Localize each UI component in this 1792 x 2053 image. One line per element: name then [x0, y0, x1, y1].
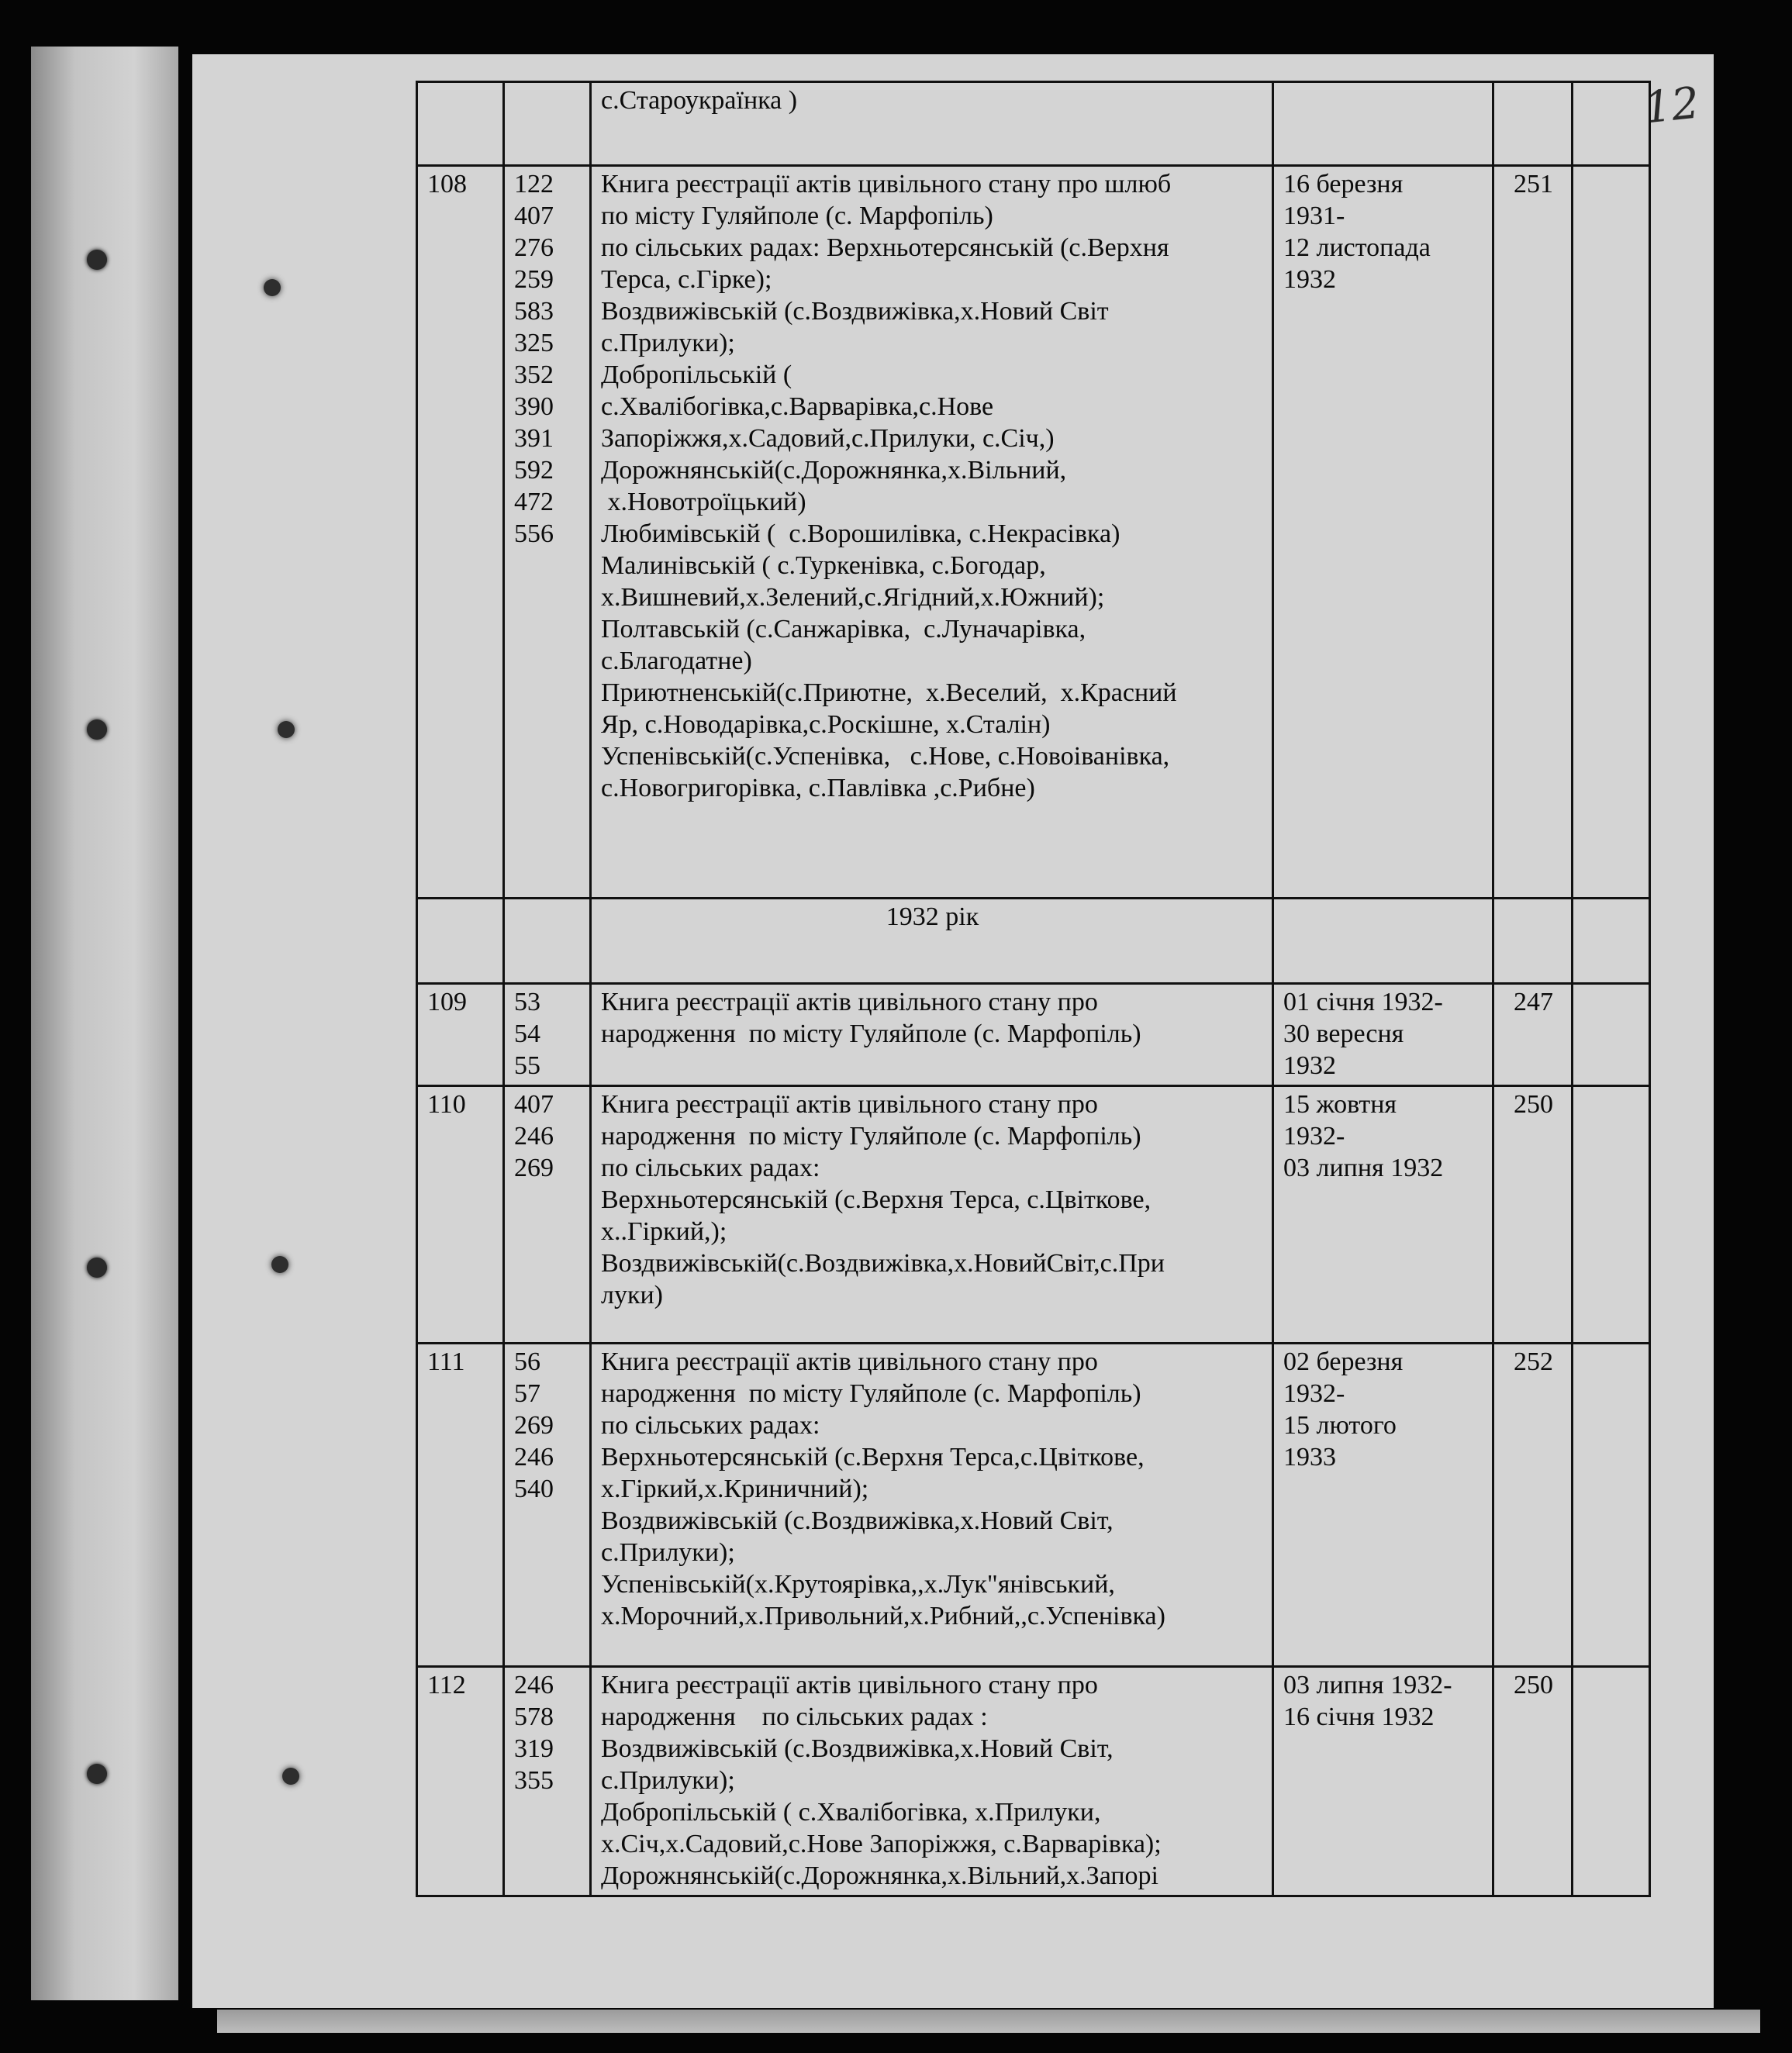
fonds-numbers: [504, 82, 591, 166]
notes-cell: [1573, 1344, 1650, 1667]
register-table: [416, 81, 1651, 1897]
entry-number: 110: [417, 1086, 504, 1344]
entry-title: Книга реєстрації актів цивільного стану про шлюб по місту Гуляйполе (с. Марфопіль) по сільських радах: Верхньотерсянській (с.Верхня Терса, с.Гірке); Воздвижівській (с.Воздвижівка,х.Новий Світ с.Прилуки); Добропільській ( с.Хвалібогівка,с.Варварівка,с.Нове Запоріжжя,х.Садовий,с.Прилуки, с.Січ,) Дорожнянській(с.Дорожнянка,х.Вільний, х.Новотроїцький) Любимівській ( с.Ворошилівка, с.Некрасівка) Малинівській ( с.Туркенівка, с.Богодар, х.Вишневий,х.Зелений,с.Ягідний,х.Южний); Полтавській (с.Санжарівка, с.Луначарівка, с.Благодатне) Приютненській(с.Приютне, х.Веселий, х.Красний Яр, с.Новодарівка,с.Роскішне, х.Сталін) Успенівській(с.Успенівка, с.Нове, с.Новоіванівка, с.Новогригорівка, с.Павлівка ,с.Рибне): [591, 166, 1273, 899]
table-row: [417, 166, 1650, 899]
binder-hole: [87, 250, 107, 270]
notes-cell: [1573, 984, 1650, 1086]
notes-cell: [1573, 166, 1650, 899]
entry-number: 109: [417, 984, 504, 1086]
binder-hole: [87, 1258, 107, 1278]
entry-title: Книга реєстрації актів цивільного стану про народження по місту Гуляйполе (с. Марфопіль): [591, 984, 1273, 1086]
notes-cell: [1573, 1086, 1650, 1344]
entry-title: Книга реєстрації актів цивільного стану про народження по місту Гуляйполе (с. Марфопіль) по сільських радах: Верхньотерсянській (с.Верхня Терса,с.Цвіткове, х.Гіркий,х.Криничний); Воздвижівській (с.Воздвижівка,х.Новий Світ, с.Прилуки); Успенівській(х.Крутоярівка,,х.Лук"янівський, х.Морочний,х.Привольний,х.Рибний,,с.Успенівка): [591, 1344, 1273, 1667]
fonds-numbers: 56 57 269 246 540: [504, 1344, 591, 1667]
entry-title: Книга реєстрації актів цивільного стану про народження по сільських радах : Воздвижівській (с.Воздвижівка,х.Новий Світ, с.Прилуки); Добропільській ( с.Хвалібогівка, х.Прилуки, х.Січ,х.Садовий,с.Нове Запоріжжя, с.Варварівка); Дорожнянській(с.Дорожнянка,х.Вільний,х.Запорі: [591, 1667, 1273, 1896]
entry-pages: 252: [1493, 1344, 1573, 1667]
empty-cell: [504, 899, 591, 984]
entry-dates: 03 липня 1932- 16 січня 1932: [1273, 1667, 1493, 1896]
binder-hole: [278, 721, 295, 738]
fonds-numbers: 246 578 319 355: [504, 1667, 591, 1896]
entry-dates: 02 березня 1932- 15 лютого 1933: [1273, 1344, 1493, 1667]
table-row: [417, 1086, 1650, 1344]
table-row: [417, 1344, 1650, 1667]
empty-cell: [1493, 899, 1573, 984]
entry-pages: 250: [1493, 1086, 1573, 1344]
entry-pages: 251: [1493, 166, 1573, 899]
entry-dates: 01 січня 1932- 30 вересня 1932: [1273, 984, 1493, 1086]
notes-cell: [1573, 82, 1650, 166]
entry-dates: [1273, 82, 1493, 166]
entry-number: 111: [417, 1344, 504, 1667]
fonds-numbers: 53 54 55: [504, 984, 591, 1086]
entry-number: 108: [417, 166, 504, 899]
entry-pages: 247: [1493, 984, 1573, 1086]
year-row: [417, 899, 1650, 984]
binder-hole: [264, 279, 281, 296]
notes-cell: [1573, 1667, 1650, 1896]
binder-hole: [282, 1768, 299, 1785]
entry-number: [417, 82, 504, 166]
entry-pages: 250: [1493, 1667, 1573, 1896]
entry-title: с.Староукраїнка ): [591, 82, 1273, 166]
year-heading: 1932 рік: [591, 899, 1273, 984]
empty-cell: [1573, 899, 1650, 984]
binder-hole: [271, 1256, 288, 1273]
entry-number: 112: [417, 1667, 504, 1896]
fonds-numbers: 407 246 269: [504, 1086, 591, 1344]
table-row: [417, 984, 1650, 1086]
entry-dates: 15 жовтня 1932- 03 липня 1932: [1273, 1086, 1493, 1344]
page-number: 12: [1641, 78, 1702, 134]
bottom-paper-strip: [217, 2010, 1760, 2033]
fonds-numbers: 122 407 276 259 583 325 352 390 391 592 472 556: [504, 166, 591, 899]
empty-cell: [417, 899, 504, 984]
left-paper-strip: [31, 47, 178, 2000]
empty-cell: [1273, 899, 1493, 984]
table-row: [417, 82, 1650, 166]
table-row: [417, 1667, 1650, 1896]
binder-hole: [87, 1764, 107, 1784]
entry-dates: 16 березня 1931- 12 листопада 1932: [1273, 166, 1493, 899]
binder-hole: [87, 719, 107, 740]
entry-title: Книга реєстрації актів цивільного стану про народження по місту Гуляйполе (с. Марфопіль) по сільських радах: Верхньотерсянській (с.Верхня Терса, с.Цвіткове, х..Гіркий,); Воздвижівській(с.Воздвижівка,х.НовийСвіт,с.При луки): [591, 1086, 1273, 1344]
entry-pages: [1493, 82, 1573, 166]
